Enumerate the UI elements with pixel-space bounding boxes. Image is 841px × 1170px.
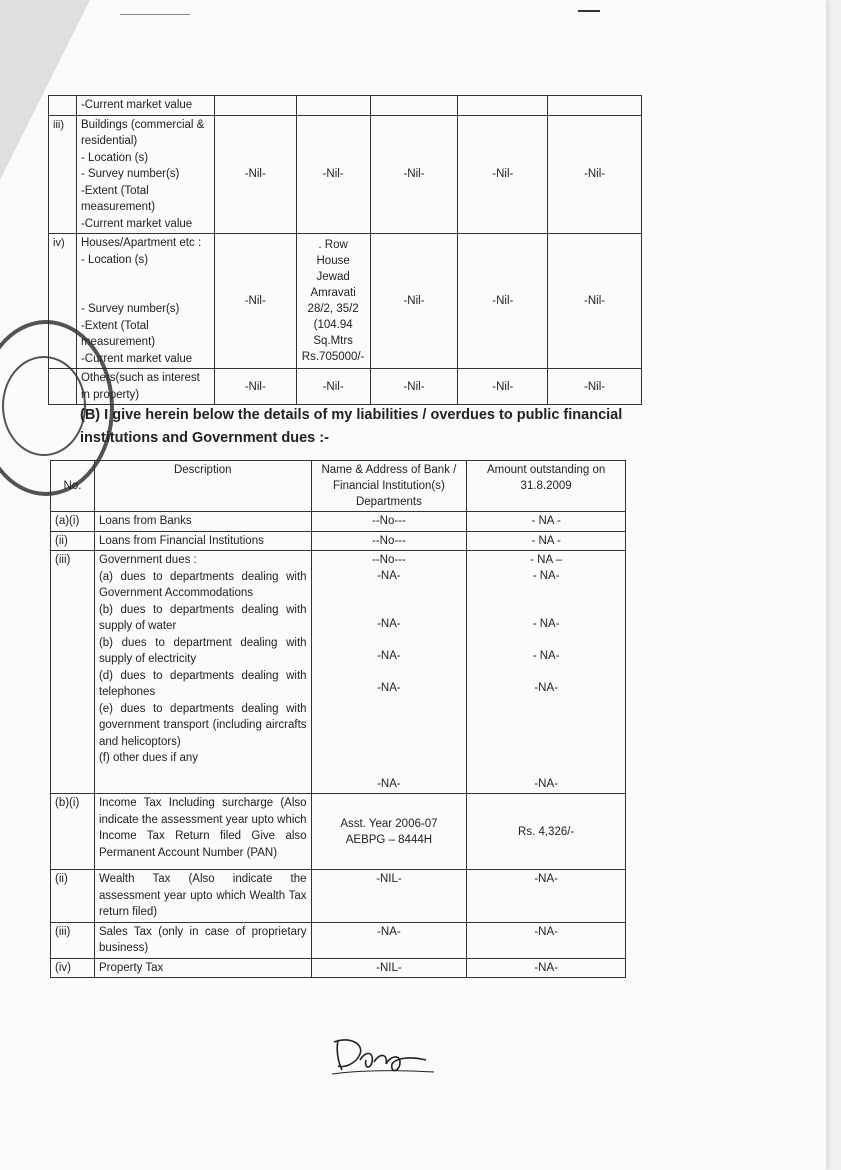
asset-value-cell [214,96,296,116]
asset-value-cell: -Nil- [214,369,296,405]
asset-value-cell: -Nil- [370,234,458,369]
asset-value-cell: -Nil- [214,115,296,234]
asset-row [49,115,642,234]
liability-description: Government dues : (a) dues to departments dealing with Government Accommodations (b) dues to departments dealing with supply of water (b) dues to department dealing with supply of electricity (d) dues to departments dealing with telephones (e) dues to departments dealing with government transport (including aircrafts and helicoptors) (f) other dues if any [94,551,311,794]
signature [330,1030,440,1080]
asset-value-cell: . Row House Jewad Amravati 28/2, 35/2 (104.94 Sq.Mtrs Rs.705000/- [296,234,370,369]
assets-table [48,95,642,405]
asset-item-number [49,96,77,116]
liability-bank: -NIL- [311,870,467,923]
asset-row [49,369,642,405]
header-no: No. [51,461,95,512]
liability-description: Loans from Banks [94,512,311,532]
asset-value-cell: -Nil- [458,369,548,405]
liability-description: Income Tax Including surcharge (Also indicate the assessment year upto which Income Tax Return filed Give also Permanent Account Number (PAN) [94,794,311,870]
asset-value-cell: -Nil- [458,115,548,234]
liability-amount: - NA – - NA- - NA- - NA- -NA- -NA- [467,551,626,794]
liability-amount: Rs. 4,326/- [467,794,626,870]
liabilities-header-row [51,461,626,512]
asset-value-cell [370,96,458,116]
liability-number: (iii) [51,551,95,794]
scan-mark [578,10,600,12]
asset-row [49,234,642,369]
liability-amount: -NA- [467,958,626,978]
asset-description: Buildings (commercial & residential) - Location (s) - Survey number(s) -Extent (Total measurement) -Current market value [76,115,214,234]
asset-value-cell [458,96,548,116]
asset-description: Houses/Apartment etc : - Location (s) - Survey number(s) -Extent (Total measurement) -Current market value [76,234,214,369]
asset-item-number: iii) [49,115,77,234]
header-bank: Name & Address of Bank / Financial Institution(s) Departments [311,461,467,512]
liability-bank: --No--- [311,512,467,532]
liability-number: (iii) [51,922,95,958]
notary-stamp-inner-ring [2,356,86,456]
liability-amount: -NA- [467,870,626,923]
liability-number: (b)(i) [51,794,95,870]
asset-row [49,96,642,116]
asset-value-cell: -Nil- [548,369,642,405]
liability-row [51,922,626,958]
scan-mark [120,14,190,15]
liability-number: (a)(i) [51,512,95,532]
liability-row [51,870,626,923]
liabilities-table [50,460,626,978]
asset-value-cell: -Nil- [370,369,458,405]
asset-description: Others(such as interest in property) [76,369,214,405]
asset-value-cell: -Nil- [296,369,370,405]
liability-number: (iv) [51,958,95,978]
asset-value-cell: -Nil- [214,234,296,369]
liability-bank: --No--- [311,531,467,551]
liability-bank: --No--- -NA- -NA- -NA- -NA- -NA- [311,551,467,794]
asset-value-cell: -Nil- [370,115,458,234]
liability-number: (ii) [51,531,95,551]
liability-row [51,794,626,870]
header-amount: Amount outstanding on 31.8.2009 [467,461,626,512]
liability-amount: - NA - [467,512,626,532]
liability-bank: -NA- [311,922,467,958]
asset-value-cell: -Nil- [548,115,642,234]
liability-description: Loans from Financial Institutions [94,531,311,551]
asset-description: -Current market value [76,96,214,116]
asset-value-cell: -Nil- [458,234,548,369]
asset-item-number: iv) [49,234,77,369]
asset-value-cell [548,96,642,116]
liability-description: Wealth Tax (Also indicate the assessment year upto which Wealth Tax return filed) [94,870,311,923]
liability-row [51,531,626,551]
asset-value-cell: -Nil- [296,115,370,234]
asset-value-cell: -Nil- [548,234,642,369]
header-description: Description [94,461,311,512]
liability-bank: -NIL- [311,958,467,978]
liabilities-heading: (B) I give herein below the details of my liabilities / overdues to public financial institutions and Government dues :- [80,407,623,446]
liability-row [51,958,626,978]
liability-number: (ii) [51,870,95,923]
liability-amount: - NA - [467,531,626,551]
liability-row [51,512,626,532]
liability-description: Sales Tax (only in case of proprietary business) [94,922,311,958]
liability-description: Property Tax [94,958,311,978]
liability-bank: Asst. Year 2006-07 AEBPG – 8444H [311,794,467,870]
liability-amount: -NA- [467,922,626,958]
asset-value-cell [296,96,370,116]
liability-row [51,551,626,794]
